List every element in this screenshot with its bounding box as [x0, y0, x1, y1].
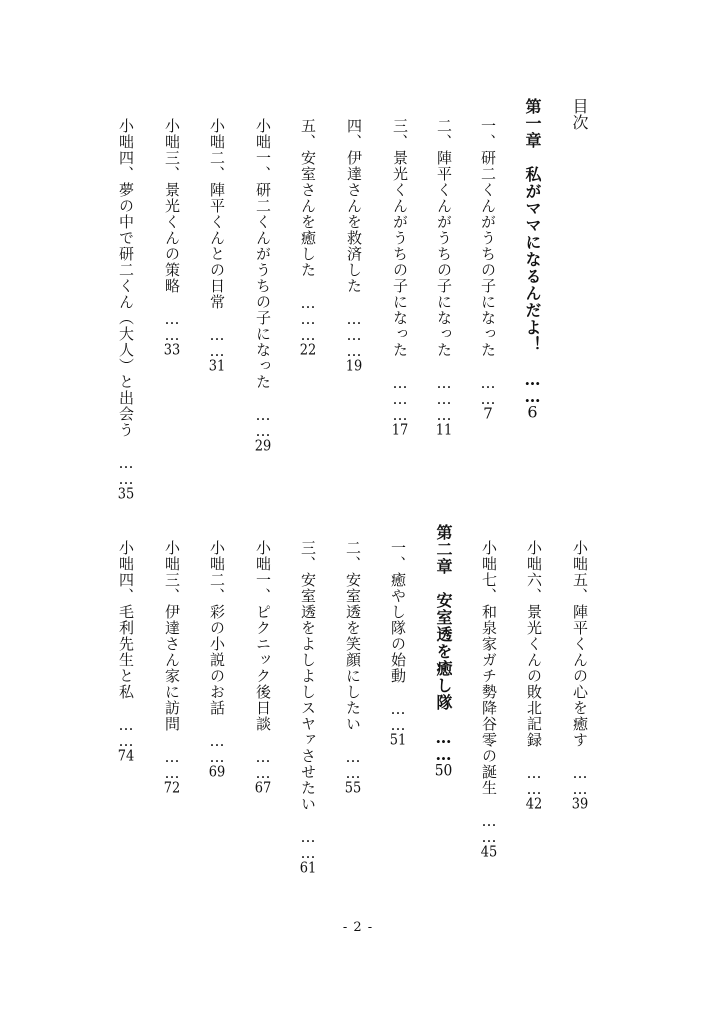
toc-entry-page: 6 — [527, 404, 538, 420]
toc-entry-dots: ……… — [391, 374, 409, 422]
toc-entry-page: 72 — [163, 780, 181, 795]
toc-entry — [164, 540, 179, 795]
toc-entry-dots: …… — [163, 310, 181, 342]
toc-entry-page: 67 — [254, 780, 272, 795]
toc-entry-page: 61 — [299, 860, 317, 875]
toc-entry-page: 17 — [391, 422, 409, 437]
toc-entry-label: 小咄四、毛利先生と私 — [117, 540, 135, 700]
toc-entry — [345, 540, 360, 795]
toc-entry-label: 小咄一、ピクニック後日談 — [254, 540, 272, 732]
toc-entry-label: 小咄三、景光くんの策略 — [163, 118, 181, 294]
toc-entry — [524, 98, 540, 420]
toc-entry-page: 22 — [299, 342, 317, 357]
toc-entry-dots: …… — [389, 700, 407, 732]
toc-entry-dots: …… — [344, 748, 362, 780]
toc-entry-page: 31 — [208, 358, 226, 373]
toc-entry-label: 三、安室透をよしよしスヤァさせたい — [299, 540, 317, 812]
toc-entry — [255, 118, 270, 453]
toc-entry-label: 一、癒やし隊の始動 — [389, 540, 407, 684]
toc-entry-label: 五、安室さんを癒した — [299, 118, 317, 278]
toc-entry — [118, 118, 133, 501]
toc-entry — [118, 540, 133, 763]
toc-entry-page: 74 — [117, 748, 135, 763]
toc-entry-page: 35 — [117, 486, 135, 501]
toc-entry — [480, 118, 495, 421]
toc-entry-dots: …… — [254, 748, 272, 780]
toc-entry-page: 51 — [389, 732, 407, 747]
toc-entry-label: 小咄一、研二くんがうちの子になった — [254, 118, 272, 390]
toc-entry-dots: …… — [163, 748, 181, 780]
toc-entry-label: 一、研二くんがうちの子になった — [479, 118, 497, 358]
toc-entry-dots: …… — [299, 828, 317, 860]
toc-entry-label: 小咄七、和泉家ガチ勢降谷零の誕生 — [480, 540, 498, 796]
toc-entry-dots: ……… — [345, 310, 363, 358]
toc-entry-dots: …… — [523, 370, 542, 404]
toc-entry — [481, 540, 496, 859]
toc-entry-page: 19 — [345, 358, 363, 373]
toc-entry — [390, 540, 405, 747]
page-number: - 2 - — [342, 920, 374, 935]
toc-entry-label: 小咄二、陣平くんとの日常 — [208, 118, 226, 310]
toc-entry — [572, 540, 587, 811]
toc-entry-dots: …… — [480, 812, 498, 844]
toc-entry-page: 45 — [480, 844, 498, 859]
toc-entry — [300, 540, 315, 875]
toc-entry-label: 二、陣平くんがうちの子になった — [435, 118, 453, 358]
toc-entry — [300, 118, 315, 357]
toc-entry-dots: …… — [434, 728, 453, 762]
toc-entry-label: 第二章 安室透を癒し隊 — [434, 524, 453, 711]
toc-entry-label: 小咄六、景光くんの敗北記録 — [525, 540, 543, 748]
toc-entry-dots: ……… — [299, 294, 317, 342]
toc-title: 目次 — [570, 98, 589, 130]
toc-entry — [346, 118, 361, 373]
toc-entry-page: 50 — [434, 762, 453, 778]
toc-entry-label: 小咄二、彩の小説のお話 — [208, 540, 226, 716]
toc-entry-page: 69 — [208, 764, 226, 779]
toc-entry-dots: …… — [571, 764, 589, 796]
toc-entry-page: 55 — [344, 780, 362, 795]
toc-entry-label: 小咄四、夢の中で研二くん（大人）と出会う — [117, 118, 135, 438]
toc-entry — [526, 540, 541, 811]
toc-entry — [209, 118, 224, 373]
toc-entry — [164, 118, 179, 357]
toc-entry-dots: …… — [254, 406, 272, 438]
toc-entry-page: 11 — [435, 422, 453, 437]
toc-entry-label: 四、伊達さんを救済した — [345, 118, 363, 294]
toc-entry-page: 39 — [571, 796, 589, 811]
toc-entry — [436, 118, 451, 437]
toc-entry-page: 29 — [254, 438, 272, 453]
toc-entry — [255, 540, 270, 795]
toc-entry-label: 小咄五、陣平くんの心を癒す — [571, 540, 589, 748]
toc-entry-label: 三、景光くんがうちの子になった — [391, 118, 409, 358]
toc-entry-dots: …… — [117, 716, 135, 748]
toc-entry-dots: …… — [117, 454, 135, 486]
toc-entry — [435, 524, 451, 778]
toc-entry-label: 小咄三、伊達さん家に訪問 — [163, 540, 181, 732]
toc-entry-page: 42 — [525, 796, 543, 811]
toc-entry-page: 33 — [163, 342, 181, 357]
toc-entry-dots: ……… — [435, 374, 453, 422]
toc-entry — [209, 540, 224, 779]
toc-entry-dots: …… — [525, 764, 543, 796]
toc-entry-dots: …… — [479, 374, 497, 406]
toc-entry-label: 二、安室透を笑顔にしたい — [344, 540, 362, 732]
toc-entry-dots: …… — [208, 326, 226, 358]
toc-entry-dots: …… — [208, 732, 226, 764]
toc-entry-label: 第一章 私がママになるんだよ！ — [523, 98, 542, 353]
toc-entry-page: 7 — [483, 406, 493, 421]
toc-entry — [392, 118, 407, 437]
